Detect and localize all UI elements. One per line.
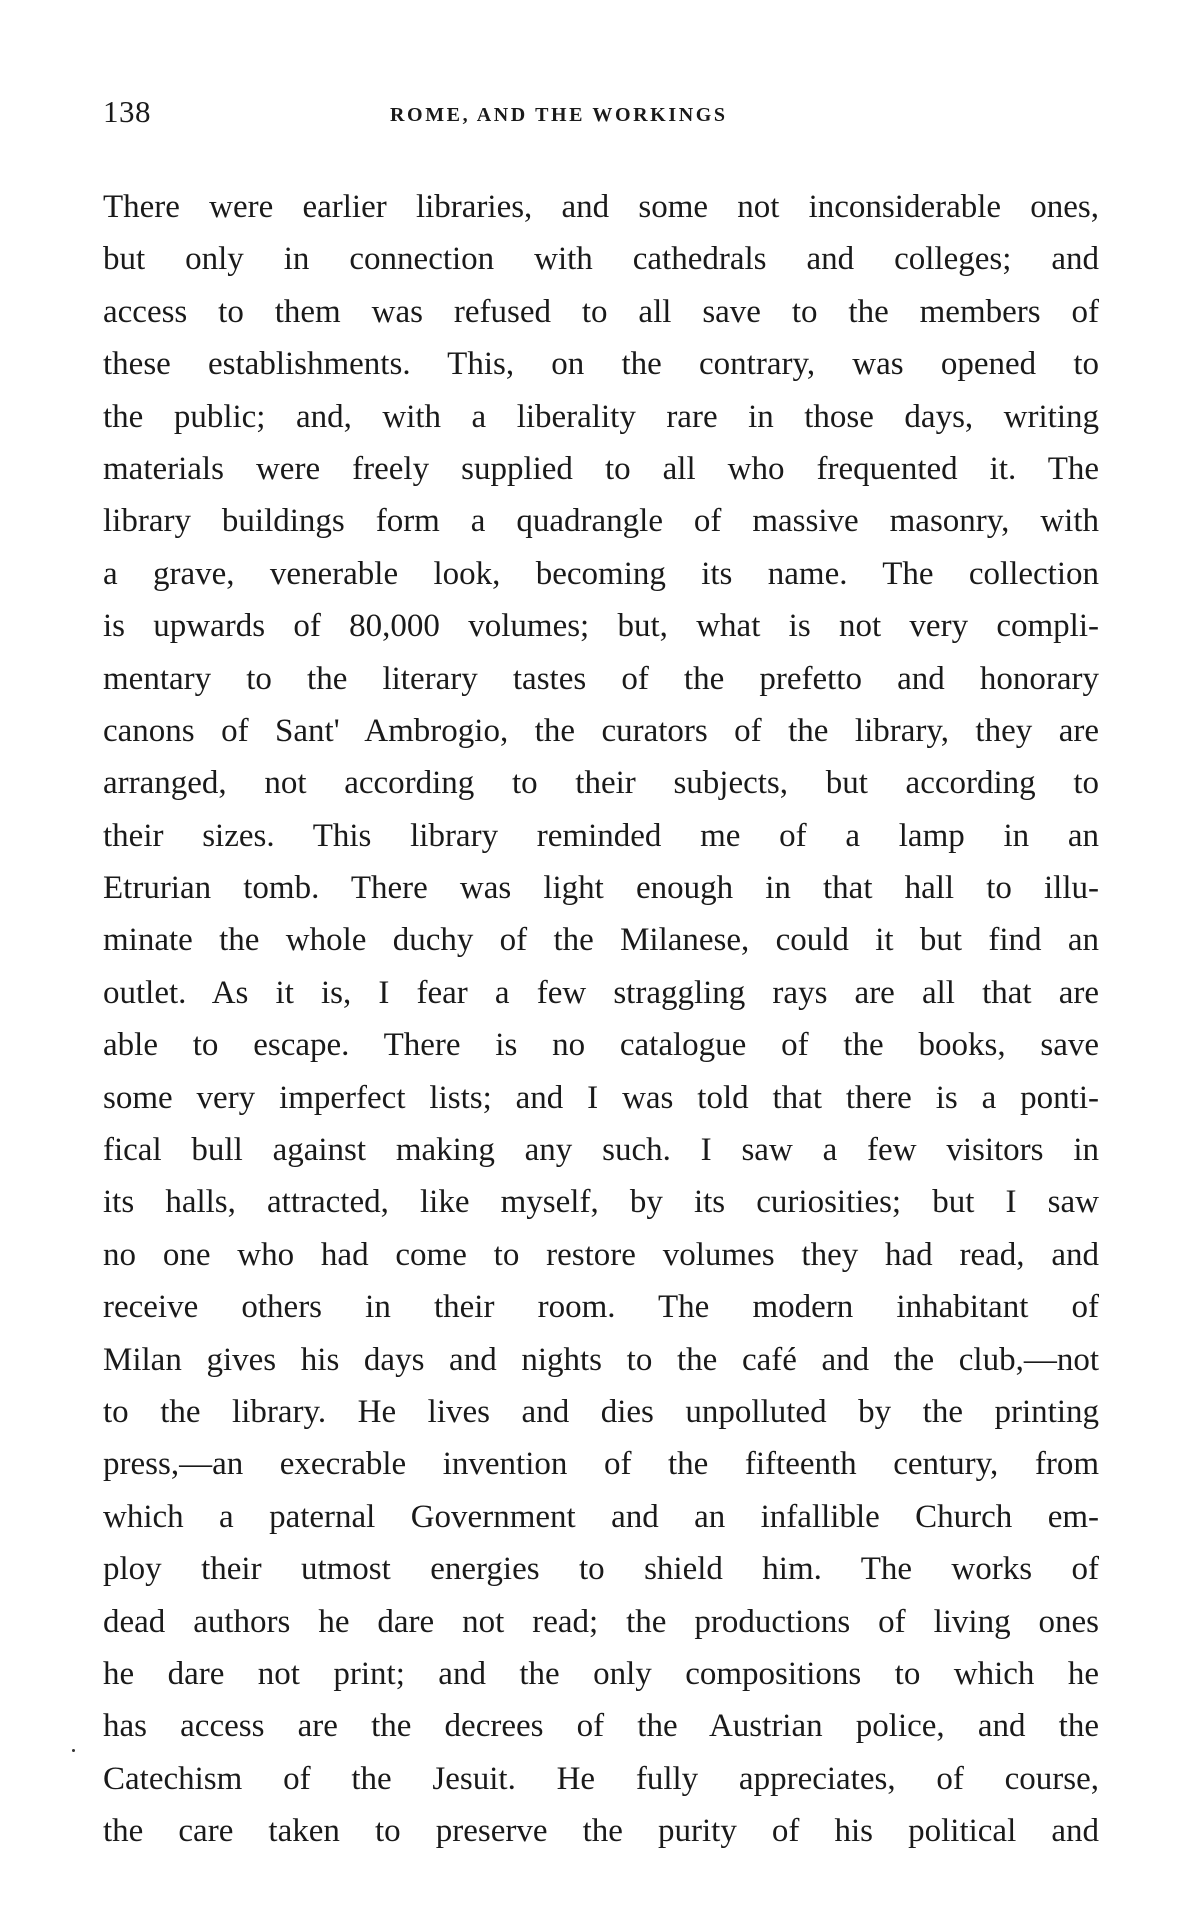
running-head: ROME, AND THE WORKINGS [390, 104, 728, 126]
text-line: which a paternal Government and an infallible Church em- [103, 1498, 1099, 1535]
text-line: minate the whole duchy of the Milanese, could it but find an [103, 922, 1099, 959]
text-line: materials were freely supplied to all who frequented it. The [103, 450, 1099, 487]
text-line: Catechism of the Jesuit. He fully appreciates, of course, [103, 1760, 1099, 1797]
page-number: 138 [103, 94, 151, 129]
text-line: Milan gives his days and nights to the café and the club,—not [103, 1341, 1099, 1378]
text-line: the public; and, with a liberality rare in those days, writing [103, 398, 1099, 435]
text-line: its halls, attracted, like myself, by its curiosities; but I saw [103, 1184, 1099, 1221]
text-line: fical bull against making any such. I saw a few visitors in [103, 1132, 1099, 1169]
text-line: Etrurian tomb. There was light enough in that hall to illu- [103, 870, 1099, 907]
text-line: is upwards of 80,000 volumes; but, what is not very compli- [103, 608, 1099, 645]
text-line: a grave, venerable look, becoming its name. The collection [103, 555, 1099, 592]
text-line: ploy their utmost energies to shield him. The works of [103, 1551, 1099, 1588]
text-line: receive others in their room. The modern inhabitant of [103, 1289, 1099, 1326]
text-line: he dare not print; and the only compositions to which he [103, 1655, 1099, 1692]
text-line: mentary to the literary tastes of the prefetto and honorary [103, 660, 1099, 697]
text-line: outlet. As it is, I fear a few straggling rays are all that are [103, 974, 1099, 1011]
text-line: but only in connection with cathedrals and colleges; and [103, 241, 1099, 278]
text-line: no one who had come to restore volumes they had read, and [103, 1236, 1099, 1273]
text-line: library buildings form a quadrangle of massive masonry, with [103, 503, 1099, 540]
margin-mark [72, 1749, 75, 1752]
text-line: There were earlier libraries, and some not inconsiderable ones, [103, 189, 1099, 225]
text-line: access to them was refused to all save to the members of [103, 293, 1099, 330]
text-line: some very imperfect lists; and I was told that there is a ponti- [103, 1079, 1099, 1116]
text-line: canons of Sant' Ambrogio, the curators of the library, they are [103, 712, 1099, 749]
text-line: these establishments. This, on the contrary, was opened to [103, 346, 1099, 383]
text-line: able to escape. There is no catalogue of the books, save [103, 1027, 1099, 1064]
text-line: their sizes. This library reminded me of a lamp in an [103, 817, 1099, 854]
text-line: press,—an execrable invention of the fifteenth century, from [103, 1446, 1099, 1483]
text-line: to the library. He lives and dies unpolluted by the printing [103, 1393, 1099, 1430]
text-line: has access are the decrees of the Austrian police, and the [103, 1708, 1099, 1745]
text-line: the care taken to preserve the purity of his political and [103, 1813, 1099, 1850]
text-line: dead authors he dare not read; the productions of living ones [103, 1603, 1099, 1640]
body-text [103, 181, 1099, 1858]
text-line: arranged, not according to their subjects, but according to [103, 765, 1099, 802]
